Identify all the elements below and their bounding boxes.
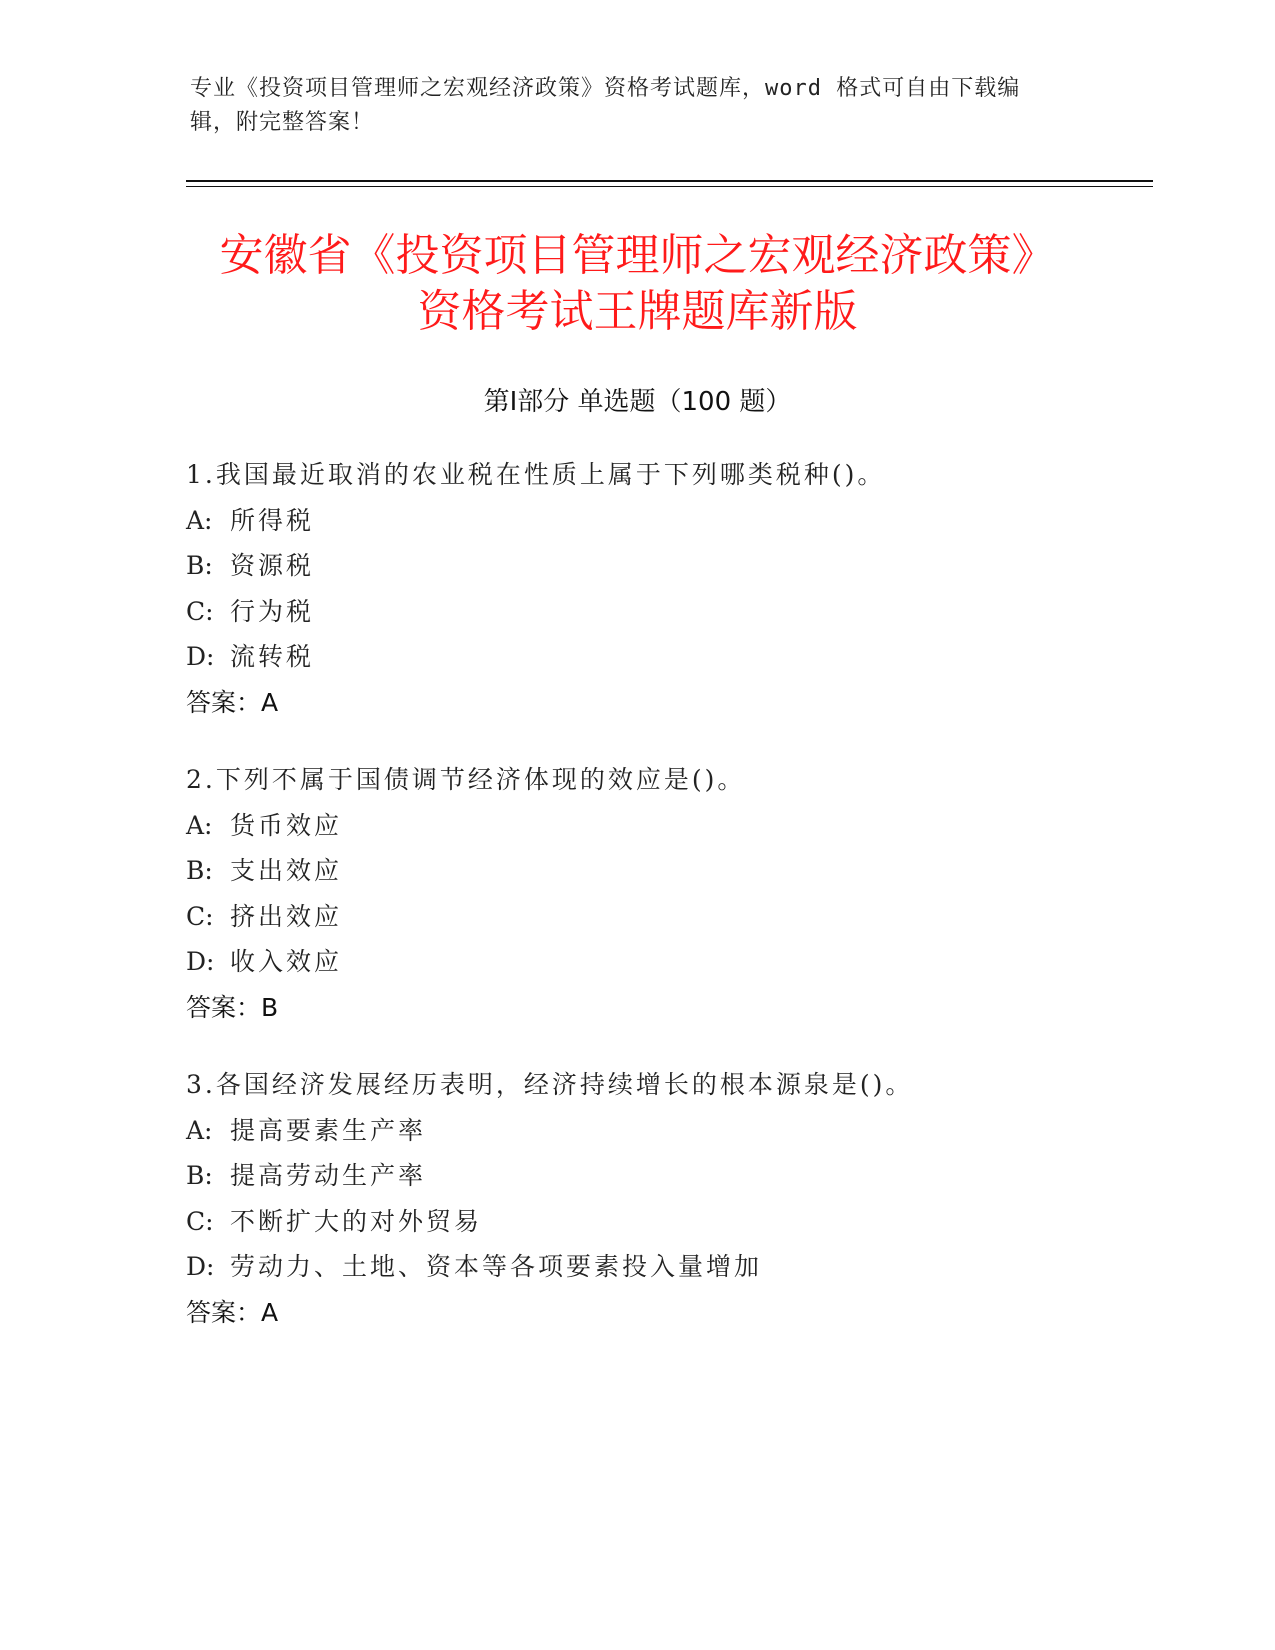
header-line-1: 专业《投资项目管理师之宏观经济政策》资格考试题库，word 格式可自由下载编: [190, 76, 1021, 101]
question-stem: 1.我国最近取消的农业税在性质上属于下列哪类税种()。: [186, 460, 886, 489]
option-c: [186, 1199, 1146, 1245]
option-text: 不断扩大的对外贸易: [230, 1206, 483, 1236]
option-label: B:: [186, 1161, 213, 1190]
option-b: [186, 848, 1146, 894]
answer-prefix: 答案：: [186, 1297, 262, 1327]
option-a: [186, 1108, 1146, 1154]
header-divider-thin: [186, 186, 1153, 187]
answer-prefix: 答案：: [186, 992, 262, 1022]
option-text: 提高劳动生产率: [230, 1161, 427, 1190]
header-line-2: 辑，附完整答案！: [190, 110, 375, 135]
option-label: A:: [186, 1115, 213, 1145]
answer-value: B: [261, 992, 279, 1022]
option-text: 挤出效应: [230, 901, 343, 931]
option-label: C:: [186, 596, 214, 626]
option-text: 流转税: [230, 642, 315, 671]
option-b: [186, 1153, 1146, 1199]
answer-line: [186, 680, 1146, 725]
title-line-2: 资格考试王牌题库新版: [417, 286, 858, 337]
option-label: C:: [186, 1206, 214, 1236]
question-block: [186, 1062, 1146, 1335]
answer-value: A: [261, 1297, 279, 1327]
option-text: 劳动力、土地、资本等各项要素投入量增加: [230, 1252, 763, 1281]
option-text: 所得税: [230, 505, 315, 535]
option-a: [186, 803, 1146, 849]
answer-line: [186, 1290, 1146, 1335]
question-stem: 2.下列不属于国债调节经济体现的效应是()。: [186, 765, 746, 794]
option-label: A:: [186, 810, 213, 840]
question-block: [186, 757, 1146, 1030]
header-note: [190, 72, 1080, 140]
option-text: 提高要素生产率: [230, 1115, 427, 1145]
option-text: 资源税: [230, 551, 315, 580]
option-d: [186, 939, 1146, 985]
option-c: [186, 589, 1146, 635]
option-d: [186, 634, 1146, 680]
option-label: A:: [186, 505, 213, 535]
option-label: D:: [186, 1252, 215, 1281]
option-label: B:: [186, 551, 213, 580]
option-d: [186, 1244, 1146, 1290]
option-c: [186, 894, 1146, 940]
option-a: [186, 498, 1146, 544]
answer-line: [186, 985, 1146, 1030]
answer-value: A: [261, 687, 279, 717]
section-heading: 第Ⅰ部分 单选题（100 题）: [483, 387, 792, 417]
title-line-1: 安徽省《投资项目管理师之宏观经济政策》: [219, 230, 1056, 281]
question-stem: 3.各国经济发展经历表明，经济持续增长的根本源泉是()。: [186, 1070, 914, 1099]
option-text: 收入效应: [230, 947, 343, 976]
document-title: [150, 228, 1125, 340]
header-divider-thick: [186, 180, 1153, 182]
option-text: 行为税: [230, 596, 315, 626]
question-block: [186, 452, 1146, 725]
option-label: C:: [186, 901, 214, 931]
option-label: B:: [186, 856, 213, 885]
option-text: 支出效应: [230, 856, 343, 885]
option-b: [186, 543, 1146, 589]
option-text: 货币效应: [230, 810, 343, 840]
option-label: D:: [186, 947, 215, 976]
answer-prefix: 答案：: [186, 687, 262, 717]
option-label: D:: [186, 642, 215, 671]
